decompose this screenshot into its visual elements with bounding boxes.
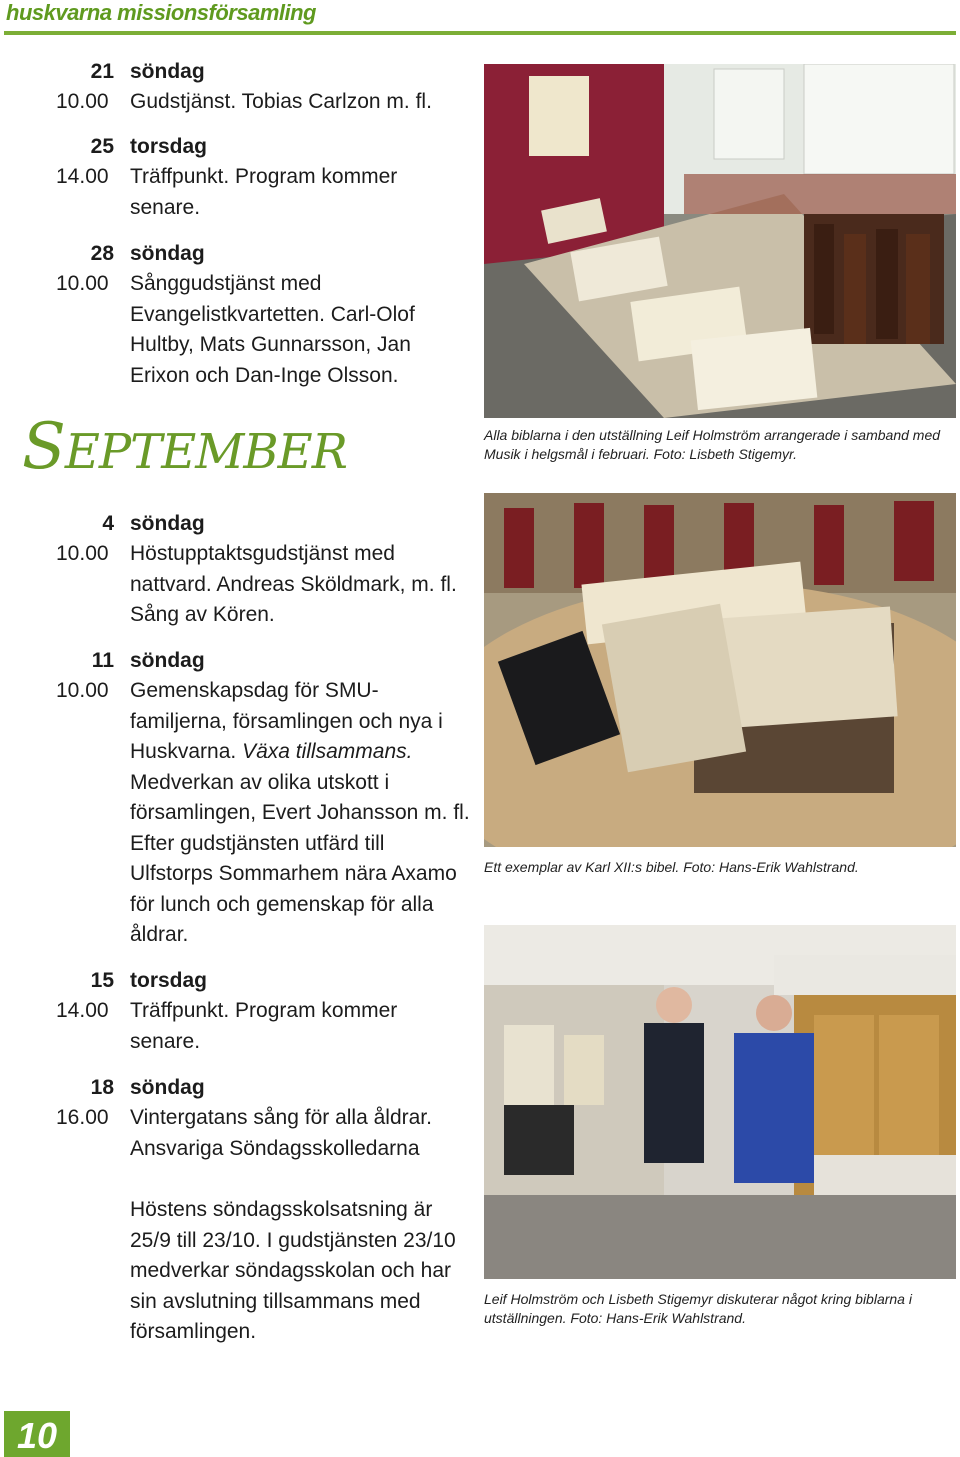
event-time: 14.00 [56,165,109,188]
photo-caption: Ett exemplar av Karl XII:s bibel. Foto: Hans-Erik Wahlstrand. [484,859,859,875]
event-time: 14.00 [56,999,109,1022]
event-text: Höstupptaktsgudstjänst med nattvard. Andreas Sköldmark, m. fl. Sång av Kören. [130,542,457,626]
page-number: 10 [16,1415,58,1456]
photo-caption: Alla biblarna i den utställning Leif Holmström arrangerade i samband med Musik i helgsmål i februari. Foto: Lisbeth Stigemyr. [484,427,941,462]
event-entry [0,646,470,951]
event-day: 21 [90,60,114,83]
note-paragraph [0,1195,470,1348]
event-time: 10.00 [56,542,109,565]
event-day: 28 [90,242,114,265]
event-text: Sånggudstjänst med Evangelistkvartetten. Carl-Olof Hultby, Mats Gunnarsson, Jan Erixon och Dan-Inge Olsson. [130,272,415,387]
event-entry [0,1073,470,1164]
header-rule [4,31,956,35]
photo-holmstrom-stigemyr [484,925,956,1279]
event-weekday: söndag [130,60,205,83]
publication-title: huskvarna missionsförsamling [6,0,316,25]
event-day: 4 [102,512,114,535]
event-time: 10.00 [56,679,109,702]
event-text: Gudstjänst. Tobias Carlzon m. fl. [130,90,432,113]
photo-bible-exhibition [484,64,956,418]
event-weekday: söndag [130,649,205,672]
page-header [0,0,960,36]
photo-caption: Leif Holmström och Lisbeth Stigemyr diskuterar något kring biblarna i utställningen. Foto: Hans-Erik Wahlstrand. [484,1291,912,1326]
note-text: Höstens söndagsskolsatsning är 25/9 till 23/10. I gudstjänsten 23/10 medverkar söndagsskolan och har sin avslutning tillsammans med församlingen. [130,1198,456,1343]
event-entry [0,132,470,223]
event-day: 15 [90,969,114,992]
event-day: 18 [90,1076,114,1099]
event-text-italic: Växa tillsammans. [242,740,413,763]
event-entry [0,509,470,631]
event-weekday: söndag [130,242,205,265]
event-weekday: söndag [130,1076,205,1099]
event-time: 10.00 [56,272,109,295]
event-weekday: torsdag [130,135,208,158]
page-number-box [4,1411,70,1457]
event-text: Vintergatans sång för alla åldrar. Ansvariga Söndagsskolledarna [130,1106,432,1160]
event-weekday: söndag [130,512,205,535]
event-entry [0,239,470,391]
event-day: 25 [90,135,114,158]
event-time: 10.00 [56,90,109,113]
event-time: 16.00 [56,1106,109,1129]
event-entry [0,57,470,118]
event-text: Träffpunkt. Program kommer senare. [130,165,398,219]
event-text: Gemenskapsdag för SMU-familjerna, församlingen och nya i Huskvarna. Växa tillsammans. Medverkan av olika utskott i församlingen, Evert Johansson m. fl. Efter gudstjänsten utfärd till Ulfstorps Sommarhem nära Axamo för lunch och gemenskap för alla åldrar. [130,679,470,946]
photo-karl-xii-bible [484,493,956,847]
event-entry [0,966,470,1057]
event-weekday: torsdag [130,969,208,992]
event-text: Träffpunkt. Program kommer senare. [130,999,398,1053]
month-heading: SEPTEMBER [22,410,347,484]
event-day: 11 [91,649,114,672]
